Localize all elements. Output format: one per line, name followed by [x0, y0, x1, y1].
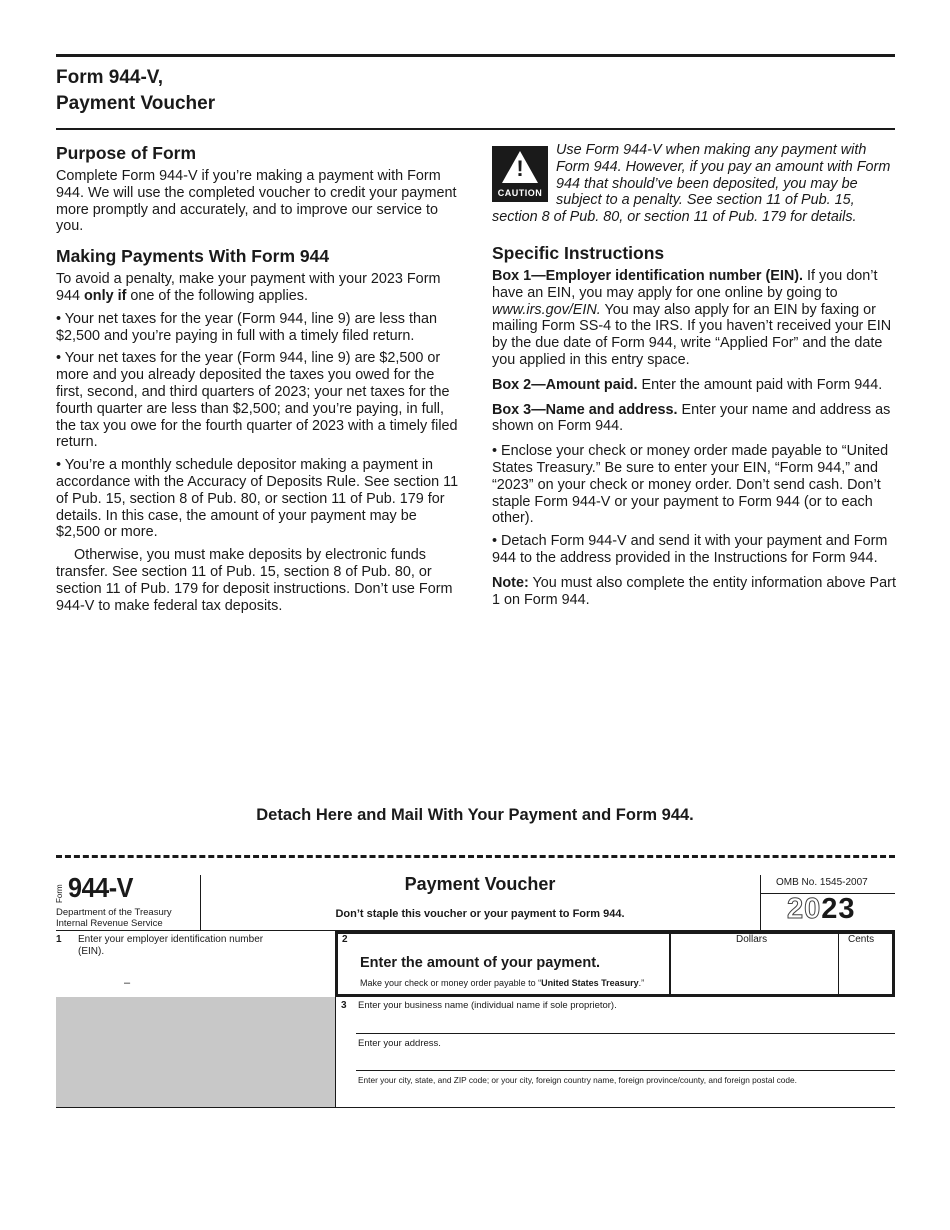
box3-instructions: Box 3—Name and address. Enter your name and address as shown on Form 944.	[492, 401, 891, 435]
voucher-title: Payment Voucher	[404, 874, 556, 894]
detach-cut-line	[56, 855, 895, 858]
purpose-heading: Purpose of Form	[56, 143, 197, 163]
box3-number: 3	[341, 1000, 347, 1011]
caution-block	[492, 142, 896, 226]
voucher-form-number: 944-V	[68, 872, 133, 903]
caution-label: CAUTION	[497, 188, 543, 198]
voucher-no-staple: Don’t staple this voucher or your payment to Form 944.	[335, 908, 625, 920]
making-payments-otherwise: Otherwise, you must make deposits by electronic funds transfer. See section 11 of Pub. 15, section 8 of Pub. 80, or section 11 of Pub. 179 for deposit instructions. Don’t use Form 944-V to make federal tax deposits.	[56, 547, 453, 614]
business-name-field[interactable]: Enter your business name (individual name if sole proprietor).	[358, 1000, 617, 1011]
top-rule	[56, 54, 895, 57]
form-title	[56, 65, 215, 117]
cents-field-label[interactable]: Cents	[848, 934, 875, 945]
form-title-line1: Form 944-V,	[56, 67, 164, 88]
form-title-line2: Payment Voucher	[56, 93, 216, 114]
purpose-text: Complete Form 944-V if you’re making a payment with Form 944. We will use the completed voucher to credit your payment more promptly and accurately, and to improve our service to you.	[56, 168, 457, 235]
left-column	[56, 142, 461, 620]
specific-bullet-2: • Detach Form 944-V and send it with your payment and Form 944 to the address provided in the Instructions for Form 944.	[492, 533, 888, 566]
making-payments-bullet-2: • Your net taxes for the year (Form 944, line 9) are $2,500 or more and you already deposited the taxes you owed for the first, second, and third quarters of 2023; your net taxes for the fourth quarter are less than $2,500; and you’re paying, in full, the tax you owe for the fourth quarter of 2023 with a timely filed return.	[56, 350, 458, 451]
voucher-department: Department of the Treasury Internal Revenue Service	[56, 907, 172, 929]
voucher-form-word: Form	[55, 884, 64, 903]
making-payments-intro: To avoid a penalty, make your payment with your 2023 Form 944 only if one of the following applies.	[56, 271, 441, 304]
box2-number: 2	[342, 934, 348, 945]
title-rule	[56, 128, 895, 130]
payable-note: Make your check or money order payable to “United States Treasury.”	[360, 978, 645, 988]
box1-number: 1	[56, 934, 62, 945]
amount-label: Enter the amount of your payment.	[360, 955, 601, 971]
box2-instructions: Box 2—Amount paid. Enter the amount paid with Form 944.	[492, 376, 883, 393]
detach-instruction: Detach Here and Mail With Your Payment and Form 944.	[256, 806, 694, 824]
omb-number: OMB No. 1545-2007	[776, 877, 868, 888]
caution-text: Use Form 944-V when making any payment with Form 944. However, if you pay an amount with Form 944 that should’ve been deposited, you may be subject to a penalty. See section 11 of Pub. 15, section 8 of Pub. 80, or section 11 of Pub. 179 for details.	[492, 142, 891, 226]
tax-year: 2023	[787, 893, 856, 925]
right-column	[492, 142, 896, 614]
city-state-zip-field[interactable]: Enter your city, state, and ZIP code; or your city, foreign country name, foreign province/county, and foreign postal code.	[358, 1075, 797, 1085]
caution-icon: ! CAUTION	[492, 146, 548, 202]
specific-instructions-heading: Specific Instructions	[492, 242, 665, 263]
making-payments-bullet-3: • You’re a monthly schedule depositor making a payment in accordance with the Accuracy of Deposits Rule. See section 11 of Pub. 15, section 8 of Pub. 80, or section 11 of Pub. 179 for details. In this case, the amount of your payment may be $2,500 or more.	[56, 457, 459, 541]
shaded-area	[56, 997, 335, 1107]
dollars-field-label[interactable]: Dollars	[736, 934, 768, 945]
ein-dash: –	[124, 977, 131, 989]
box1-instructions: Box 1—Employer identification number (EIN). If you don’t have an EIN, you may apply for one online by going to www.irs.gov/EIN. You may also apply for an EIN by faxing or mailing Form SS-4 to the IRS. If you haven’t received your EIN by the due date of Form 944, write “Applied For” and the date you applied in this entry space.	[492, 267, 892, 368]
making-payments-heading: Making Payments With Form 944	[56, 246, 330, 267]
address-field[interactable]: Enter your address.	[358, 1038, 441, 1049]
note: Note: You must also complete the entity information above Part 1 on Form 944.	[492, 574, 896, 608]
specific-bullet-1: • Enclose your check or money order made payable to “United States Treasury.” Be sure to enter your EIN, “Form 944,” and “2023” on your check or money order. Don’t send cash. Don’t staple Form 944-V or your payment to Form 944 (or to each other).	[492, 443, 889, 527]
ein-field-label[interactable]: Enter your employer identification number (EIN).	[78, 934, 264, 957]
making-payments-bullet-1: • Your net taxes for the year (Form 944, line 9) are less than $2,500 and you’re paying in full with a timely filed return.	[56, 310, 437, 344]
